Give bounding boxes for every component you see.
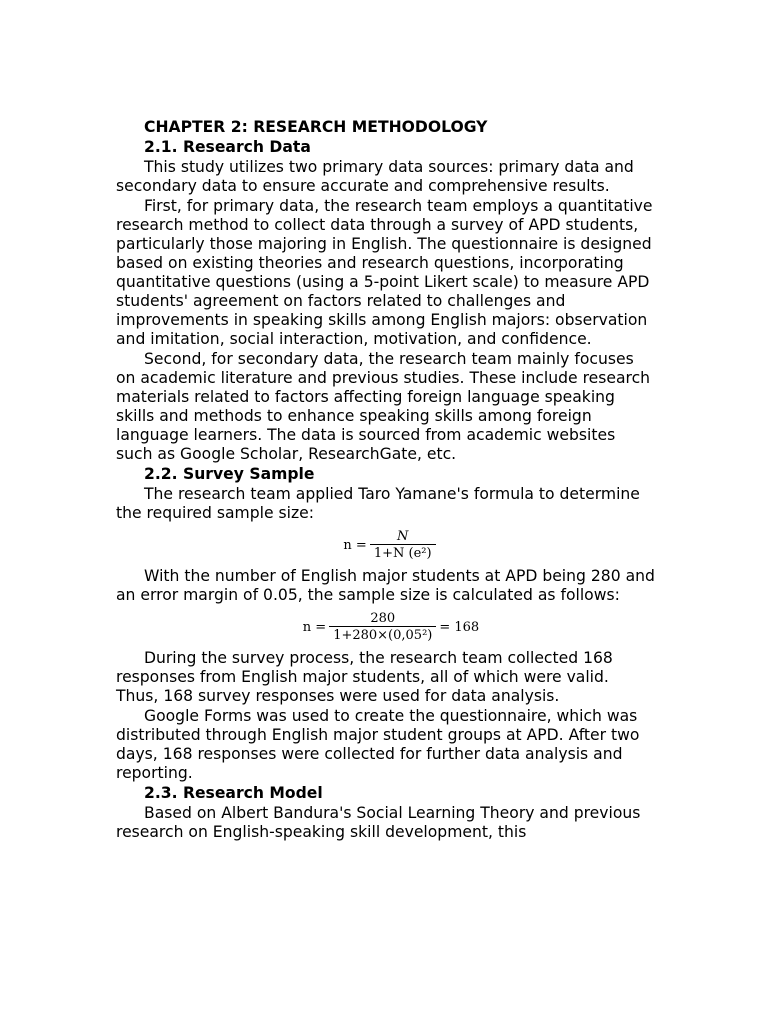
- document-page: [116, 118, 656, 843]
- paragraph: This study utilizes two primary data sources: primary data and secondary data to ensure accurate and comprehensive results.: [116, 158, 634, 195]
- section-title-research-data: 2.1. Research Data: [144, 138, 311, 156]
- formula-fraction: [370, 529, 436, 561]
- paragraph: With the number of English major students at APD being 280 and an error margin of 0.05, the sample size is calculated as follows:: [116, 567, 655, 604]
- formula-lhs: n =: [302, 619, 327, 635]
- paragraph: Based on Albert Bandura's Social Learning Theory and previous research on English-speaking skill development, this: [116, 804, 641, 841]
- paragraph: Google Forms was used to create the questionnaire, which was distributed through English major student groups at APD. After two days, 168 responses were collected for further data analysis and reporting.: [116, 707, 640, 782]
- formula-denominator: 1+N (e²): [370, 544, 436, 561]
- formula-fraction: [329, 611, 436, 643]
- chapter-title: CHAPTER 2: RESEARCH METHODOLOGY: [144, 118, 488, 136]
- yamane-formula: [126, 525, 656, 565]
- formula-lhs: n =: [343, 537, 367, 553]
- paragraph: The research team applied Taro Yamane's formula to determine the required sample size:: [116, 485, 640, 522]
- formula-numerator: 280: [370, 611, 396, 626]
- section-title-research-model: 2.3. Research Model: [144, 784, 323, 802]
- paragraph: Second, for secondary data, the research team mainly focuses on academic literature and previous studies. These include research materials related to factors affecting foreign language speaking skills and methods to enhance speaking skills among foreign language learners. The data is sourced from academic websites such as Google Scholar, ResearchGate, etc.: [116, 350, 651, 463]
- formula-denominator: 1+280×(0,05²): [329, 626, 436, 643]
- formula-result: = 168: [439, 619, 480, 635]
- formula-numerator: N: [397, 529, 409, 544]
- section-title-survey-sample: 2.2. Survey Sample: [144, 465, 315, 483]
- paragraph: First, for primary data, the research team employs a quantitative research method to collect data through a survey of APD students, particularly those majoring in English. The questionnaire is designed based on existing theories and research questions, incorporating quantitative questions (using a 5-point Likert scale) to measure APD students' agreement on factors related to challenges and improvements in speaking skills among English majors: observation and imitation, social interaction, motivation, and confidence.: [116, 197, 653, 348]
- sample-size-formula: [126, 607, 656, 647]
- paragraph: During the survey process, the research team collected 168 responses from English major students, all of which were valid. Thus, 168 survey responses were used for data analysis.: [116, 649, 613, 705]
